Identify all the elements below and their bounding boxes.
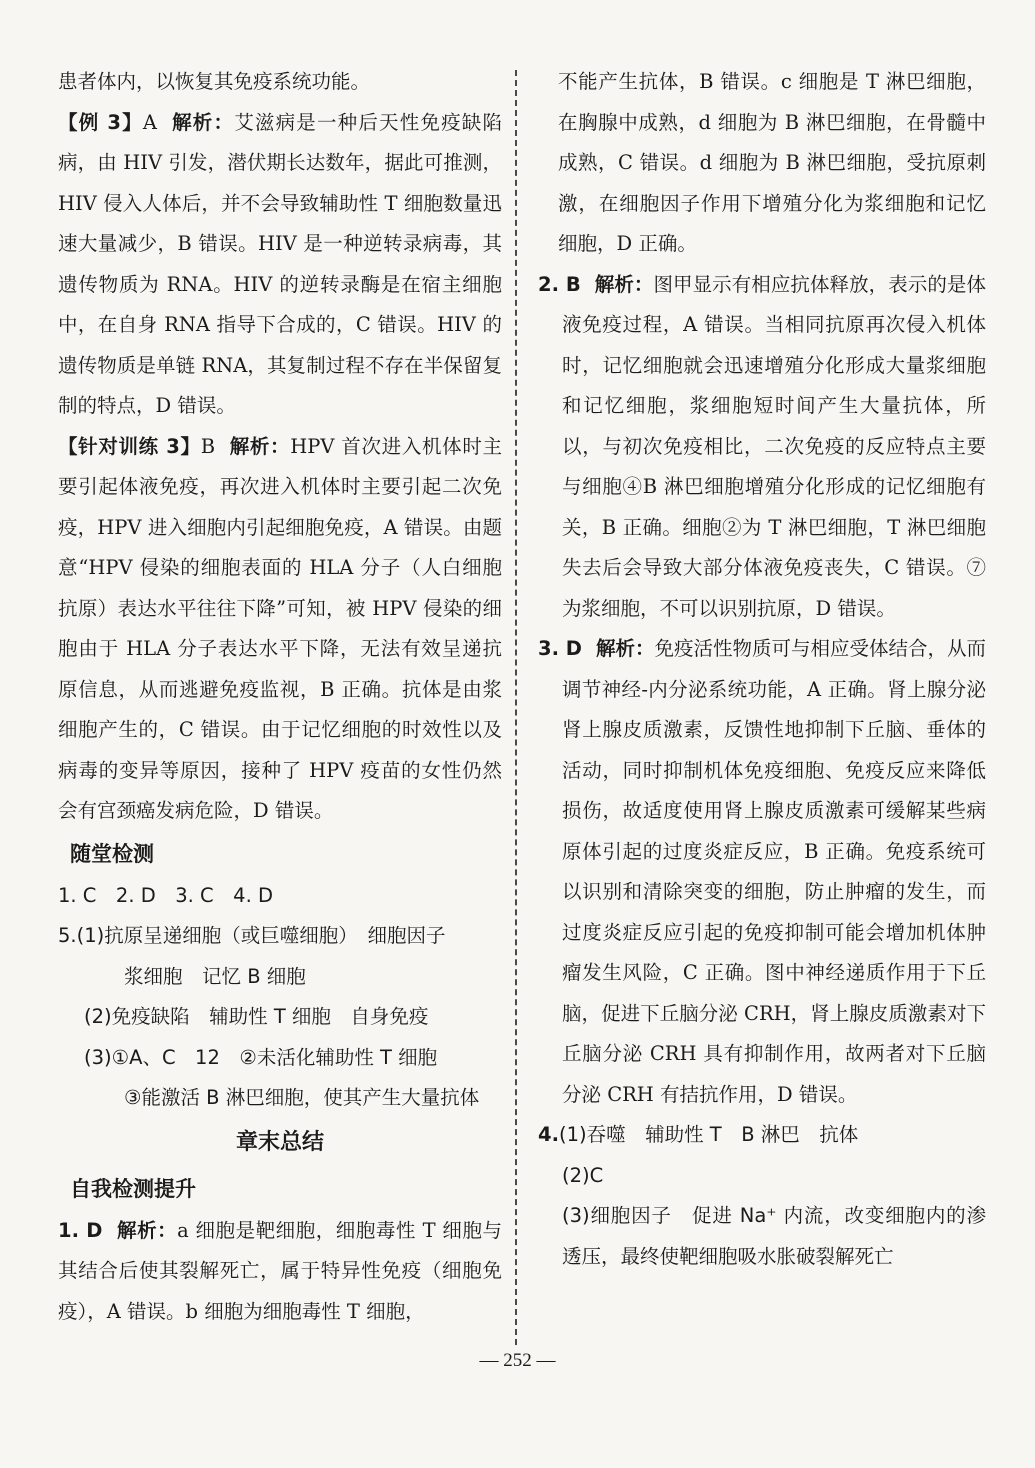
self-check-3-text: 免疫活性物质可与相应受体结合，从而调节神经-内分泌系统功能，A 正确。肾上腺分泌肾上腺皮质激素，反馈性地抑制下丘脑、垂体的活动，同时抑制机体免疫细胞、免疫反应来降低损伤，故适度使用肾上腺皮质激素可缓解某些病原体引起的过度炎症反应，B 正确。免疫系统可以识别和清除突变的细胞，防止肿瘤的发生，而过度炎症反应引起的免疫抑制可能会增加机体肿瘤发生风险，C 正确。图中神经递质作用于下丘脑，促进下丘脑分泌 CRH，肾上腺皮质激素对下丘脑分泌 CRH 具有抑制作用，故两者对下丘脑分泌 CRH 有拮抗作用，D 错误。 [562, 637, 986, 1106]
self-check-2-text: 图甲显示有相应抗体释放，表示的是体液免疫过程，A 错误。当相同抗原再次侵入机体时，记忆细胞就会迅速增殖分化形成大量浆细胞和记忆细胞，浆细胞短时间产生大量抗体，所以，与初次免疫相比，二次免疫的反应特点主要与细胞④B 淋巴细胞增殖分化形成的记忆细胞有关，B 正确。细胞②为 T 淋巴细胞，T 淋巴细胞失去后会导致大部分体液免疫丧失，C 错误。⑦为浆细胞，不可以识别抗原，D 错误。 [562, 272, 986, 620]
example-3-tag: 【例 3】 [58, 110, 143, 134]
training-3-tag: 【针对训练 3】 [58, 434, 201, 458]
self-check-4-line2: (2)C [562, 1163, 604, 1187]
continued-text: 患者体内，以恢复其免疫系统功能。 [58, 70, 371, 93]
chapter-summary-heading: 章末总结 [235, 1129, 324, 1155]
training-3-answer: B [200, 434, 216, 458]
left-column [58, 62, 502, 1332]
training-3-text: HPV 首次进入机体时主要引起体液免疫，再次进入机体时主要引起二次免疫，HPV 进入细胞内引起细胞免疫，A 错误。由题意“HPV 侵染的细胞表面的 HLA 分子（人白细胞抗原）表达水平往往下降”可知，被 HPV 侵染的细胞由于 HLA 分子表达水平下降，无法有效呈递抗原信息，从而逃避免疫监视，B 正确。抗体是由浆细胞产生的，C 错误。由于记忆细胞的时效性以及病毒的变异等原因，接种了 HPV 疫苗的女性仍然会有宫颈癌发病危险，D 错误。 [58, 434, 502, 822]
section-heading-quiz: 随堂检测 [70, 841, 154, 866]
example-3 [58, 103, 502, 427]
self-check-1-continued: 不能产生抗体，B 错误。c 细胞是 T 淋巴细胞，在胸腺中成熟，d 细胞为 B 淋巴细胞，在骨髓中成熟，C 错误。d 细胞为 B 淋巴细胞，受抗原刺激，在细胞因子作用下增殖分化为浆细胞和记忆细胞，D 正确。 [558, 70, 986, 255]
analysis-label: 解析： [170, 110, 235, 134]
self-check-4-line3: (3)细胞因子 促进 Na⁺ 内流，改变细胞内的渗透压，最终使靶细胞吸水胀破裂解死亡 [562, 1204, 986, 1268]
quiz-q5-line3: (2)免疫缺陷 辅助性 T 细胞 自身免疫 [84, 1005, 429, 1028]
page-number: — 252 — [479, 1350, 556, 1371]
quiz-answers-1-4: 1. C 2. D 3. C 4. D [58, 883, 273, 907]
analysis-label: 解析： [594, 272, 654, 296]
self-check-1-text: a 细胞是靶细胞，细胞毒性 T 细胞与其结合后使其裂解死亡，属于特异性免疫（细胞免疫），A 错误。b 细胞为细胞毒性 T 细胞， [58, 1218, 502, 1323]
quiz-q5-line4: (3)①A、C 12 ②未活化辅助性 T 细胞 [84, 1045, 438, 1069]
self-check-4-number: 4. [538, 1123, 559, 1146]
self-check-1-number: 1. D [58, 1218, 103, 1242]
analysis-label: 解析： [116, 1218, 178, 1242]
self-check-3-number: 3. D [538, 637, 582, 660]
analysis-label: 解析： [595, 637, 655, 660]
example-3-answer: A [142, 110, 157, 134]
self-check-3 [538, 629, 986, 1115]
quiz-q5-line1: 5.(1)抗原呈递细胞（或巨噬细胞） 细胞因子 [58, 924, 446, 947]
analysis-label: 解析： [229, 434, 291, 458]
self-check-1 [58, 1211, 502, 1333]
right-column [538, 62, 986, 1277]
training-3 [58, 427, 502, 832]
quiz-q5-line5: ③能激活 B 淋巴细胞，使其产生大量抗体 [124, 1086, 480, 1109]
self-check-2 [538, 265, 986, 630]
section-heading-self-check: 自我检测提升 [70, 1176, 196, 1201]
self-check-4-line1: 4.(1)吞噬 辅助性 T B 淋巴 抗体 [538, 1123, 859, 1146]
self-check-2-number: 2. B [538, 272, 581, 296]
column-divider [515, 70, 517, 1345]
q5-number: 5. [58, 924, 77, 947]
quiz-q5-line2: 浆细胞 记忆 B 细胞 [124, 964, 306, 988]
example-3-text: 艾滋病是一种后天性免疫缺陷病，由 HIV 引发，潜伏期长达数年，据此可推测，HIV 侵入人体后，并不会导致辅助性 T 细胞数量迅速大量减少，B 错误。HIV 是一种逆转录病毒，其遗传物质为 RNA。HIV 的逆转录酶是在宿主细胞中，在自身 RNA 指导下合成的，C 错误。HIV 的遗传物质是单链 RNA，其复制过程不存在半保留复制的特点，D 错误。 [58, 110, 502, 417]
